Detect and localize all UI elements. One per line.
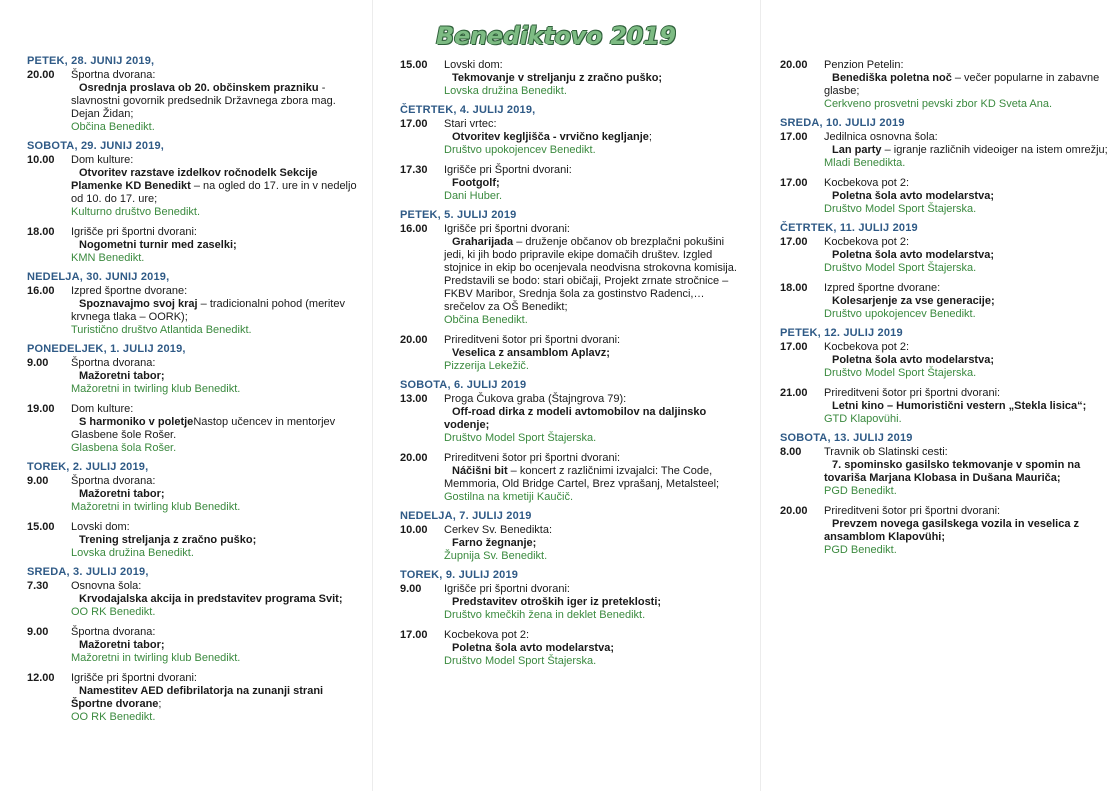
day-block <box>780 327 1110 426</box>
event-description-line <box>63 370 362 383</box>
event-organizer: PGD Benedikt. <box>824 485 897 497</box>
event-body <box>436 164 745 203</box>
event-item <box>27 521 362 560</box>
event-time: 21.00 <box>780 387 808 399</box>
day-header: NEDELJA, 30. JUNIJ 2019, <box>27 271 170 283</box>
event-item <box>780 505 1110 557</box>
event-organizer: Pizzerija Lekežič. <box>444 360 529 372</box>
event-location: Lovski dom: <box>444 59 503 71</box>
event-item <box>27 226 362 265</box>
event-time: 20.00 <box>27 69 55 81</box>
event-description-line <box>63 593 362 606</box>
event-name: Off-road dirka z modeli avtomobilov na daljinsko vodenje; <box>444 406 707 431</box>
event-name: Mažoretni tabor; <box>79 370 165 382</box>
event-organizer: Društvo Model Sport Štajerska. <box>824 262 977 274</box>
event-name: Graharijada <box>452 236 514 248</box>
event-description-line <box>436 642 745 655</box>
event-item <box>780 387 1110 426</box>
event-item <box>27 154 362 219</box>
event-description-line <box>63 298 362 324</box>
event-item <box>400 452 745 504</box>
event-location: Igrišče pri športni dvorani: <box>71 672 197 684</box>
event-organizer: Mažoretni in twirling klub Benedikt. <box>71 501 241 513</box>
event-item <box>27 69 362 134</box>
event-description: - slavnostni govornik predsednik Državnega zbora mag. Dejan Židan; <box>71 82 336 120</box>
event-location: Prireditveni šotor pri športni dvorani: <box>824 387 1001 399</box>
day-header: SREDA, 10. JULIJ 2019 <box>780 117 905 129</box>
event-location: Kocbekova pot 2: <box>444 629 530 641</box>
day-header: SOBOTA, 29. JUNIJ 2019, <box>27 140 165 152</box>
event-item <box>780 177 1110 216</box>
event-description-line <box>436 236 745 314</box>
event-time: 18.00 <box>780 282 808 294</box>
event-time: 20.00 <box>780 59 808 71</box>
event-body <box>436 334 745 373</box>
event-location: Prireditveni šotor pri športni dvorani: <box>444 334 621 346</box>
event-location: Lovski dom: <box>71 521 130 533</box>
fold-line <box>372 0 373 791</box>
event-name: Poletna šola avto modelarstva; <box>832 190 994 202</box>
event-body <box>816 341 1110 380</box>
event-organizer: Društvo Model Sport Štajerska. <box>824 367 977 379</box>
day-header: PETEK, 12. JULIJ 2019 <box>780 327 903 339</box>
event-body <box>436 629 745 668</box>
event-name: S harmoniko v poletje <box>79 416 194 428</box>
event-organizer: Gostilna na kmetiji Kaučič. <box>444 491 573 503</box>
event-organizer: GTD Klapovühi. <box>824 413 902 425</box>
event-time: 17.00 <box>400 629 428 641</box>
day-block <box>780 222 1110 321</box>
event-item <box>400 583 745 622</box>
event-name: Osrednja proslava ob 20. občinskem prazniku <box>79 82 319 94</box>
event-location: Prireditveni šotor pri športni dvorani: <box>444 452 621 464</box>
event-name: Spoznavajmo svoj kraj <box>79 298 198 310</box>
event-body <box>63 580 362 619</box>
event-time: 19.00 <box>27 403 55 415</box>
event-description-line <box>63 82 362 121</box>
event-description-line <box>816 144 1110 157</box>
event-location: Cerkev Sv. Benedikta: <box>444 524 553 536</box>
event-time: 16.00 <box>400 223 428 235</box>
event-name: Prevzem novega gasilskega vozila in veselica z ansamblom Klapovühi; <box>824 518 1080 543</box>
event-time: 17.00 <box>780 177 808 189</box>
event-description-line <box>816 518 1110 544</box>
event-body <box>436 452 745 504</box>
fold-line <box>760 0 761 791</box>
event-name: Veselica z ansamblom Aplavz; <box>452 347 610 359</box>
event-time: 12.00 <box>27 672 55 684</box>
event-location: Osnovna šola: <box>71 580 142 592</box>
event-name: Footgolf; <box>452 177 500 189</box>
event-organizer: Lovska družina Benedikt. <box>71 547 194 559</box>
event-description-line <box>63 239 362 252</box>
event-body <box>436 393 745 445</box>
day-header: TOREK, 9. JULIJ 2019 <box>400 569 519 581</box>
event-description-line <box>436 177 745 190</box>
event-organizer: Društvo upokojencev Benedikt. <box>824 308 976 320</box>
event-item <box>400 164 745 203</box>
event-body <box>63 285 362 337</box>
event-time: 10.00 <box>27 154 55 166</box>
event-time: 20.00 <box>400 452 428 464</box>
event-location: Igrišče pri Športni dvorani: <box>444 164 572 176</box>
event-description-line <box>63 167 362 206</box>
event-location: Športna dvorana: <box>71 475 156 487</box>
event-item <box>400 59 745 98</box>
event-description: – večer popularne in zabavne glasbe; <box>824 72 1100 97</box>
day-block <box>27 55 362 134</box>
event-organizer: Mažoretni in twirling klub Benedikt. <box>71 383 241 395</box>
day-block <box>400 59 745 98</box>
event-organizer: Kulturno društvo Benedikt. <box>71 206 201 218</box>
event-time: 20.00 <box>400 334 428 346</box>
day-block <box>400 569 745 668</box>
event-item <box>27 403 362 455</box>
event-location: Prireditveni šotor pri športni dvorani: <box>824 505 1001 517</box>
event-location: Jedilnica osnovna šola: <box>824 131 938 143</box>
event-item <box>780 341 1110 380</box>
event-item <box>400 524 745 563</box>
event-body <box>816 505 1110 557</box>
event-location: Izpred športne dvorane: <box>824 282 941 294</box>
event-item <box>400 334 745 373</box>
column-3 <box>780 0 1110 791</box>
event-body <box>436 223 745 327</box>
event-description: – druženje občanov ob brezplačni pokušini jedi, ki jih bodo pripravile ekipe domačih društev. Izgled stojnice in ekip bo ocenjevala neodvisna strokovna komisija. Predstavili se bodo: stari običaji, Projekt zrnate stročnice – FKBV Maribor, Srednja šola za gostinstvo Radenci,… srečelov za OŠ Benedikt; <box>444 236 737 313</box>
event-name: Trening streljanja z zračno puško; <box>79 534 257 546</box>
event-time: 15.00 <box>400 59 428 71</box>
event-description: – na ogled do 17. ure in v nedeljo od 10. do 17. ure; <box>71 180 357 205</box>
event-item <box>27 285 362 337</box>
event-time: 13.00 <box>400 393 428 405</box>
event-body <box>63 403 362 455</box>
event-name: Otvoritev razstave izdelkov ročnodelk Sekcije Plamenke KD Benedikt <box>71 167 318 192</box>
event-time: 9.00 <box>27 357 49 369</box>
column-1 <box>27 0 362 791</box>
event-time: 8.00 <box>780 446 802 458</box>
event-body <box>816 387 1110 426</box>
event-description-line <box>436 347 745 360</box>
event-time: 17.00 <box>400 118 428 130</box>
event-name: Namestitev AED defibrilatorja na zunanji strani Športne dvorane <box>71 685 324 710</box>
event-name: Poletna šola avto modelarstva; <box>452 642 614 654</box>
event-name: Otvoritev kegljišča - vrvično kegljanje <box>452 131 649 143</box>
event-body <box>63 475 362 514</box>
day-header: TOREK, 2. JULIJ 2019, <box>27 461 149 473</box>
day-header: PETEK, 28. JUNIJ 2019, <box>27 55 155 67</box>
day-block <box>27 140 362 265</box>
day-block <box>27 271 362 337</box>
event-name: Mažoretni tabor; <box>79 639 165 651</box>
event-item <box>27 672 362 724</box>
event-item <box>27 580 362 619</box>
event-name: Poletna šola avto modelarstva; <box>832 354 994 366</box>
event-organizer: Lovska družina Benedikt. <box>444 85 567 97</box>
event-body <box>436 583 745 622</box>
event-body <box>436 59 745 98</box>
event-body <box>63 69 362 134</box>
event-location: Igrišče pri športni dvorani: <box>444 583 570 595</box>
event-item <box>780 131 1110 170</box>
event-location: Travnik ob Slatinski cesti: <box>824 446 948 458</box>
event-location: Dom kulture: <box>71 403 134 415</box>
event-time: 18.00 <box>27 226 55 238</box>
day-header: ČETRTEK, 4. JULIJ 2019, <box>400 104 536 116</box>
event-description: – koncert z različnimi izvajalci: The Code, Memmoria, Old Bridge Cartel, Brez vprašanj, Metalsteel; <box>444 465 720 490</box>
day-block <box>400 104 745 203</box>
column-2 <box>400 0 745 791</box>
event-name: Mažoretni tabor; <box>79 488 165 500</box>
event-item <box>780 282 1110 321</box>
event-body <box>436 524 745 563</box>
event-body <box>63 154 362 219</box>
event-description-line <box>816 72 1110 98</box>
event-description-line <box>63 685 362 711</box>
day-block <box>400 209 745 373</box>
event-time: 20.00 <box>780 505 808 517</box>
event-description-line <box>436 406 745 432</box>
event-name: Letni kino – Humoristični vestern „Stekla lisica“; <box>832 400 1087 412</box>
event-body <box>816 131 1110 170</box>
event-body <box>816 446 1110 498</box>
event-organizer: Dani Huber. <box>444 190 503 202</box>
event-item <box>400 393 745 445</box>
page-title: Benediktovo 2019 <box>436 22 676 50</box>
event-description: ; <box>648 131 652 143</box>
event-time: 10.00 <box>400 524 428 536</box>
event-description-line <box>816 249 1110 262</box>
day-block <box>27 461 362 560</box>
day-header: PONEDELJEK, 1. JULIJ 2019, <box>27 343 186 355</box>
event-description-line <box>63 534 362 547</box>
event-body <box>816 59 1110 111</box>
event-item <box>27 475 362 514</box>
event-organizer: KMN Benedikt. <box>71 252 145 264</box>
event-organizer: Mažoretni in twirling klub Benedikt. <box>71 652 241 664</box>
day-block <box>27 343 362 455</box>
event-organizer: Društvo upokojencev Benedikt. <box>444 144 596 156</box>
event-organizer: Društvo Model Sport Štajerska. <box>444 655 597 667</box>
event-name: Benediška poletna noč <box>832 72 952 84</box>
event-item <box>780 59 1110 111</box>
event-description-line <box>63 639 362 652</box>
event-organizer: Društvo Model Sport Štajerska. <box>824 203 977 215</box>
event-location: Penzion Petelin: <box>824 59 904 71</box>
event-location: Kocbekova pot 2: <box>824 236 910 248</box>
event-organizer: Društvo kmečkih žena in deklet Benedikt. <box>444 609 646 621</box>
event-description-line <box>63 488 362 501</box>
event-organizer: Občina Benedikt. <box>71 121 155 133</box>
event-organizer: Društvo Model Sport Štajerska. <box>444 432 597 444</box>
event-name: Farno žegnanje; <box>452 537 537 549</box>
day-header: NEDELJA, 7. JULIJ 2019 <box>400 510 532 522</box>
event-item <box>780 236 1110 275</box>
day-header: ČETRTEK, 11. JULIJ 2019 <box>780 222 918 234</box>
event-organizer: Mladi Benedikta. <box>824 157 906 169</box>
event-description-line <box>816 459 1110 485</box>
event-body <box>816 236 1110 275</box>
event-name: Nogometni turnir med zaselki; <box>79 239 237 251</box>
event-time: 17.30 <box>400 164 428 176</box>
event-item <box>27 357 362 396</box>
event-description: – tradicionalni pohod (meritev krvnega tlaka – OORK); <box>71 298 345 323</box>
event-time: 17.00 <box>780 341 808 353</box>
day-header: SOBOTA, 6. JULIJ 2019 <box>400 379 527 391</box>
event-description-line <box>436 72 745 85</box>
event-body <box>816 177 1110 216</box>
event-organizer: Cerkveno prosvetni pevski zbor KD Sveta Ana. <box>824 98 1053 110</box>
event-location: Stari vrtec: <box>444 118 497 130</box>
event-location: Športna dvorana: <box>71 626 156 638</box>
event-body <box>63 357 362 396</box>
event-time: 9.00 <box>27 475 49 487</box>
event-location: Igrišče pri športni dvorani: <box>71 226 197 238</box>
event-location: Kocbekova pot 2: <box>824 341 910 353</box>
event-name: Lan party <box>832 144 882 156</box>
event-name: Predstavitev otroških iger iz preteklosti; <box>452 596 662 608</box>
event-time: 7.30 <box>27 580 49 592</box>
event-name: Poletna šola avto modelarstva; <box>832 249 994 261</box>
event-description: – igranje različnih videoiger na istem omrežju; <box>881 144 1108 156</box>
event-location: Športna dvorana: <box>71 69 156 81</box>
day-header: SOBOTA, 13. JULIJ 2019 <box>780 432 913 444</box>
event-body <box>816 282 1110 321</box>
event-description-line <box>436 131 745 144</box>
event-organizer: Župnija Sv. Benedikt. <box>444 550 548 562</box>
event-location: Kocbekova pot 2: <box>824 177 910 189</box>
event-time: 15.00 <box>27 521 55 533</box>
event-body <box>63 626 362 665</box>
event-time: 16.00 <box>27 285 55 297</box>
event-location: Dom kulture: <box>71 154 134 166</box>
event-organizer: Občina Benedikt. <box>444 314 528 326</box>
event-body <box>63 521 362 560</box>
event-organizer: Turistično društvo Atlantida Benedikt. <box>71 324 252 336</box>
event-body <box>436 118 745 157</box>
event-item <box>27 626 362 665</box>
event-location: Športna dvorana: <box>71 357 156 369</box>
event-location: Igrišče pri športni dvorani: <box>444 223 570 235</box>
day-header: SREDA, 3. JULIJ 2019, <box>27 566 149 578</box>
event-time: 9.00 <box>400 583 422 595</box>
day-block <box>780 117 1110 216</box>
event-name: Kolesarjenje za vse generacije; <box>832 295 995 307</box>
day-block <box>400 379 745 504</box>
event-description-line <box>436 537 745 550</box>
event-name: Tekmovanje v streljanju z zračno puško; <box>452 72 663 84</box>
event-organizer: OO RK Benedikt. <box>71 606 156 618</box>
event-item <box>400 223 745 327</box>
event-organizer: Glasbena šola Rošer. <box>71 442 177 454</box>
event-organizer: PGD Benedikt. <box>824 544 897 556</box>
event-item <box>400 629 745 668</box>
event-time: 17.00 <box>780 131 808 143</box>
event-description: Nastop učencev in mentorjev Glasbene šole Rošer. <box>71 416 336 441</box>
event-description: ; <box>158 698 162 710</box>
event-description-line <box>816 354 1110 367</box>
event-body <box>63 672 362 724</box>
day-header: PETEK, 5. JULIJ 2019 <box>400 209 517 221</box>
event-description-line <box>816 295 1110 308</box>
event-name: 7. spominsko gasilsko tekmovanje v spomin na tovariša Marjana Klobasa in Dušana Mauriča; <box>824 459 1081 484</box>
day-block <box>780 432 1110 557</box>
day-block <box>27 566 362 724</box>
event-name: Krvodajalska akcija in predstavitev programa Svit; <box>79 593 343 605</box>
event-item <box>780 446 1110 498</box>
event-location: Proga Čukova graba (Štajngrova 79): <box>444 393 627 405</box>
event-description-line <box>63 416 362 442</box>
event-item <box>400 118 745 157</box>
day-block <box>400 510 745 563</box>
event-location: Izpred športne dvorane: <box>71 285 188 297</box>
day-block <box>780 59 1110 111</box>
event-body <box>63 226 362 265</box>
event-description-line <box>436 465 745 491</box>
event-time: 17.00 <box>780 236 808 248</box>
event-organizer: OO RK Benedikt. <box>71 711 156 723</box>
event-time: 9.00 <box>27 626 49 638</box>
event-name: Náčišni bit <box>452 465 508 477</box>
event-description-line <box>436 596 745 609</box>
event-description-line <box>816 190 1110 203</box>
event-description-line <box>816 400 1110 413</box>
